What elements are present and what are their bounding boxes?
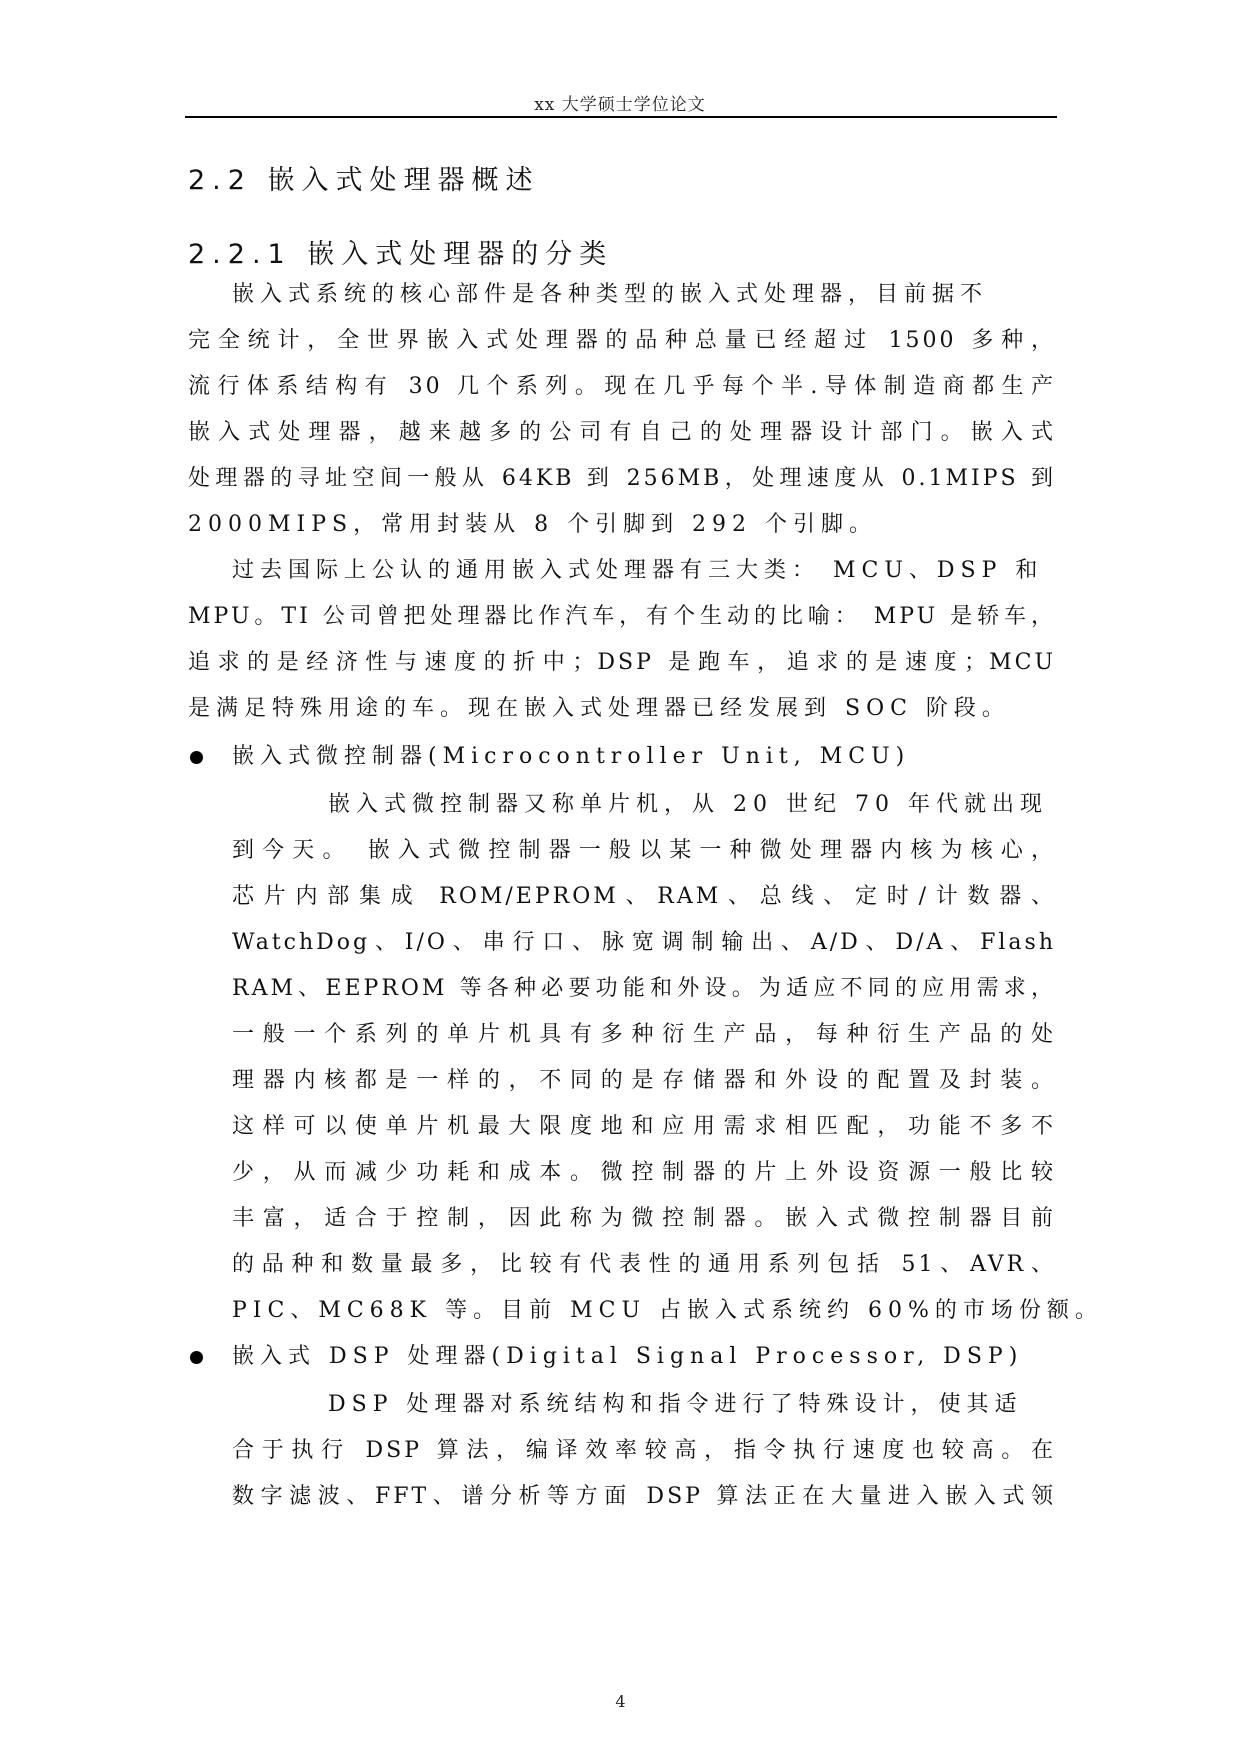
page-header: xx 大学硕士学位论文 bbox=[534, 95, 706, 115]
header-rule bbox=[185, 116, 1057, 118]
text-line: 数字滤波、FFT、谱分析等方面 DSP 算法正在大量进入嵌入式领 bbox=[232, 1484, 1056, 1509]
text-line: 丰富，适合于控制，因此称为微控制器。嵌入式微控制器目前 bbox=[232, 1206, 1056, 1231]
text-line: 的品种和数量最多，比较有代表性的通用系列包括 51、AVR、 bbox=[232, 1252, 1056, 1277]
text-line: 流行体系结构有 30 几个系列。现在几乎每个半.导体制造商都生产 bbox=[188, 374, 1056, 399]
bullet-dot-icon bbox=[190, 751, 203, 764]
text-line: 过去国际上公认的通用嵌入式处理器有三大类： MCU、DSP 和 bbox=[232, 558, 1044, 583]
text-line: 到今天。 嵌入式微控制器一般以某一种微处理器内核为核心， bbox=[232, 838, 1056, 863]
text-line: 这样可以使单片机最大限度地和应用需求相匹配，功能不多不 bbox=[232, 1114, 1056, 1139]
text-line: DSP 处理器对系统结构和指令进行了特殊设计，使其适 bbox=[328, 1392, 1023, 1417]
text-line: 追求的是经济性与速度的折中；DSP 是跑车，追求的是速度；MCU bbox=[188, 650, 1056, 675]
text-line: 处理器的寻址空间一般从 64KB 到 256MB，处理速度从 0.1MIPS 到 bbox=[188, 466, 1056, 491]
text-line: 一般一个系列的单片机具有多种衍生产品，每种衍生产品的处 bbox=[232, 1022, 1056, 1047]
text-line: MPU。TI 公司曾把处理器比作汽车，有个生动的比喻： MPU 是轿车， bbox=[188, 604, 1056, 629]
text-line: PIC、MC68K 等。目前 MCU 占嵌入式系统约 60%的市场份额。 bbox=[232, 1298, 1103, 1323]
text-line: 完全统计，全世界嵌入式处理器的品种总量已经超过 1500 多种， bbox=[188, 328, 1056, 353]
text-line: 嵌入式处理器，越来越多的公司有自己的处理器设计部门。嵌入式 bbox=[188, 420, 1056, 445]
section-heading: 2.2 嵌入式处理器概述 bbox=[188, 165, 540, 196]
text-line: 嵌入式微控制器又称单片机，从 20 世纪 70 年代就出现 bbox=[328, 792, 1048, 817]
text-line: 嵌入式系统的核心部件是各种类型的嵌入式处理器，目前据不 bbox=[232, 282, 989, 307]
text-line: 理器内核都是一样的，不同的是存储器和外设的配置及封装。 bbox=[232, 1068, 1056, 1093]
text-line: RAM、EEPROM 等各种必要功能和外设。为适应不同的应用需求， bbox=[232, 976, 1056, 1001]
text-line: 是满足特殊用途的车。现在嵌入式处理器已经发展到 SOC 阶段。 bbox=[188, 696, 1010, 721]
subsection-heading: 2.2.1 嵌入式处理器的分类 bbox=[188, 239, 614, 270]
text-line: 少，从而减少功耗和成本。微控制器的片上外设资源一般比较 bbox=[232, 1160, 1056, 1185]
bullet-dot-icon bbox=[190, 1351, 203, 1364]
page-number: 4 bbox=[615, 1692, 626, 1711]
text-line: 2000MIPS，常用封装从 8 个引脚到 292 个引脚。 bbox=[188, 512, 878, 537]
text-line: WatchDog、I/O、串行口、脉宽调制输出、A/D、D/A、Flash bbox=[232, 930, 1056, 955]
bullet-title: 嵌入式微控制器(Microcontroller Unit, MCU) bbox=[232, 744, 911, 769]
text-line: 芯片内部集成 ROM/EPROM、RAM、总线、定时/计数器、 bbox=[232, 884, 1056, 909]
bullet-title: 嵌入式 DSP 处理器(Digital Signal Processor, DSP) bbox=[232, 1344, 1024, 1369]
text-line: 合于执行 DSP 算法，编译效率较高，指令执行速度也较高。在 bbox=[232, 1438, 1056, 1463]
